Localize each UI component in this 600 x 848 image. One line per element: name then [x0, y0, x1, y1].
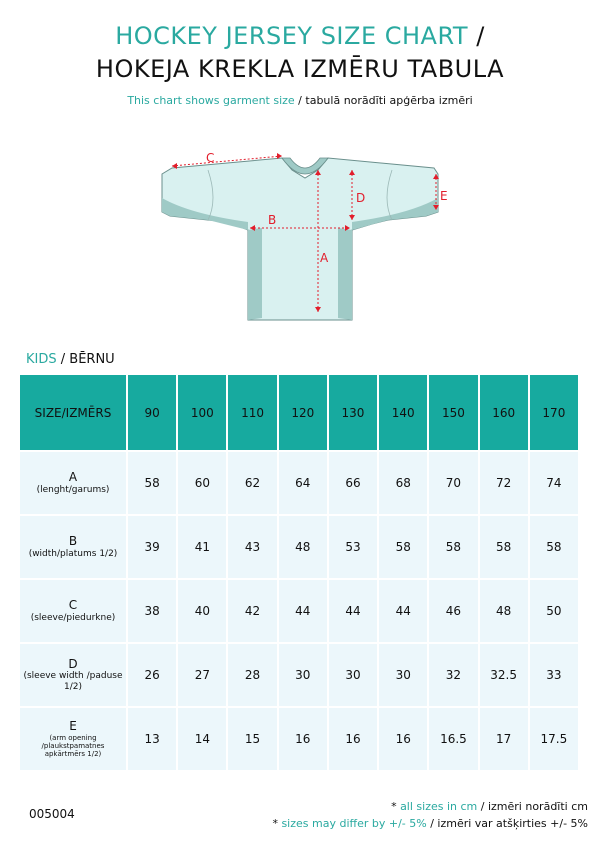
- value-cell: 44: [279, 580, 327, 642]
- subtitle-latvian: / tabulā norādīti apģērba izmēri: [294, 94, 473, 107]
- size-header-cell: 120: [279, 375, 327, 450]
- value-cell: 58: [530, 516, 578, 578]
- size-table: [18, 373, 580, 772]
- table-row: [20, 516, 578, 578]
- row-description: (sleeve/piedurkne): [30, 612, 116, 623]
- value-cell: 68: [379, 452, 427, 514]
- section-label-english: KIDS: [26, 352, 57, 367]
- size-header-cell: 100: [178, 375, 226, 450]
- value-cell: 16: [379, 708, 427, 770]
- value-cell: 44: [329, 580, 377, 642]
- jersey-diagram: [150, 140, 460, 325]
- size-header-cell: 90: [128, 375, 176, 450]
- row-key: E: [69, 719, 77, 734]
- value-cell: 40: [178, 580, 226, 642]
- product-code: 005004: [29, 807, 75, 821]
- size-header-cell: 160: [480, 375, 528, 450]
- value-cell: 26: [128, 644, 176, 706]
- subtitle-english: This chart shows garment size: [127, 94, 295, 107]
- size-header-cell: 130: [329, 375, 377, 450]
- value-cell: 42: [228, 580, 276, 642]
- note-tolerance-latvian: / izmēri var atšķirties +/- 5%: [426, 817, 588, 830]
- row-description: (sleeve width /paduse 1/2): [23, 671, 123, 693]
- row-key: D: [68, 657, 78, 671]
- table-row: [20, 644, 578, 706]
- measure-b-label: B: [268, 213, 277, 227]
- row-label: [20, 708, 126, 770]
- value-cell: 66: [329, 452, 377, 514]
- note-tolerance-english: sizes may differ by +/- 5%: [281, 817, 427, 830]
- row-description: (lenght/garums): [36, 484, 110, 495]
- value-cell: 53: [329, 516, 377, 578]
- value-cell: 32.5: [480, 644, 528, 706]
- value-cell: 62: [228, 452, 276, 514]
- value-cell: 16: [279, 708, 327, 770]
- value-cell: 14: [178, 708, 226, 770]
- value-cell: 28: [228, 644, 276, 706]
- jersey-side-panel-left: [248, 228, 262, 320]
- title-english: HOCKEY JERSEY SIZE CHART: [115, 22, 469, 50]
- value-cell: 48: [480, 580, 528, 642]
- row-label: [20, 452, 126, 514]
- value-cell: 17.5: [530, 708, 578, 770]
- value-cell: 58: [128, 452, 176, 514]
- value-cell: 30: [329, 644, 377, 706]
- value-cell: 16.5: [429, 708, 477, 770]
- value-cell: 33: [530, 644, 578, 706]
- value-cell: 30: [379, 644, 427, 706]
- section-label-separator: /: [56, 352, 70, 367]
- note-tolerance: [272, 817, 588, 830]
- value-cell: 38: [128, 580, 176, 642]
- value-cell: 58: [480, 516, 528, 578]
- table-row: [20, 708, 578, 770]
- note-units-english: all sizes in cm: [400, 800, 478, 813]
- size-header-cell: 140: [379, 375, 427, 450]
- row-label: [20, 580, 126, 642]
- value-cell: 58: [379, 516, 427, 578]
- value-cell: 27: [178, 644, 226, 706]
- row-label: [20, 644, 126, 706]
- value-cell: 58: [429, 516, 477, 578]
- size-header-cell: 170: [530, 375, 578, 450]
- row-label: [20, 516, 126, 578]
- title-latvian: HOKEJA KREKLA IZMĒRU TABULA: [95, 55, 505, 83]
- value-cell: 16: [329, 708, 377, 770]
- size-header-row: [20, 375, 578, 450]
- measure-c-label: C: [206, 151, 215, 165]
- value-cell: 32: [429, 644, 477, 706]
- row-key: B: [68, 534, 78, 549]
- page-title: [0, 22, 600, 50]
- measure-d-label: D: [356, 191, 366, 205]
- section-label: [26, 352, 115, 367]
- row-key: C: [68, 598, 78, 613]
- note-tolerance-star: *: [272, 817, 282, 830]
- row-description: (arm opening /plaukstpamatnes apkārtmērs 1/2): [41, 733, 105, 759]
- value-cell: 64: [279, 452, 327, 514]
- value-cell: 60: [178, 452, 226, 514]
- note-units-star: *: [391, 800, 401, 813]
- note-units-latvian: / izmēri norādīti cm: [477, 800, 588, 813]
- measure-e-label: E: [440, 189, 448, 203]
- value-cell: 43: [228, 516, 276, 578]
- title-separator: /: [468, 22, 485, 50]
- section-label-latvian: BĒRNU: [69, 352, 115, 367]
- value-cell: 48: [279, 516, 327, 578]
- value-cell: 13: [128, 708, 176, 770]
- size-header-label: SIZE/IZMĒRS: [20, 375, 126, 450]
- row-key: A: [68, 470, 78, 485]
- value-cell: 50: [530, 580, 578, 642]
- value-cell: 41: [178, 516, 226, 578]
- note-units: [391, 800, 588, 813]
- jersey-body: [162, 158, 438, 320]
- value-cell: 44: [379, 580, 427, 642]
- measure-a-label: A: [320, 251, 329, 265]
- value-cell: 72: [480, 452, 528, 514]
- value-cell: 70: [429, 452, 477, 514]
- table-row: [20, 452, 578, 514]
- subtitle: [0, 94, 600, 107]
- value-cell: 46: [429, 580, 477, 642]
- value-cell: 15: [228, 708, 276, 770]
- value-cell: 30: [279, 644, 327, 706]
- row-description: (width/platums 1/2): [28, 548, 118, 559]
- value-cell: 74: [530, 452, 578, 514]
- size-header-cell: 150: [429, 375, 477, 450]
- table-row: [20, 580, 578, 642]
- jersey-side-panel-right: [338, 228, 352, 320]
- value-cell: 39: [128, 516, 176, 578]
- size-header-cell: 110: [228, 375, 276, 450]
- value-cell: 17: [480, 708, 528, 770]
